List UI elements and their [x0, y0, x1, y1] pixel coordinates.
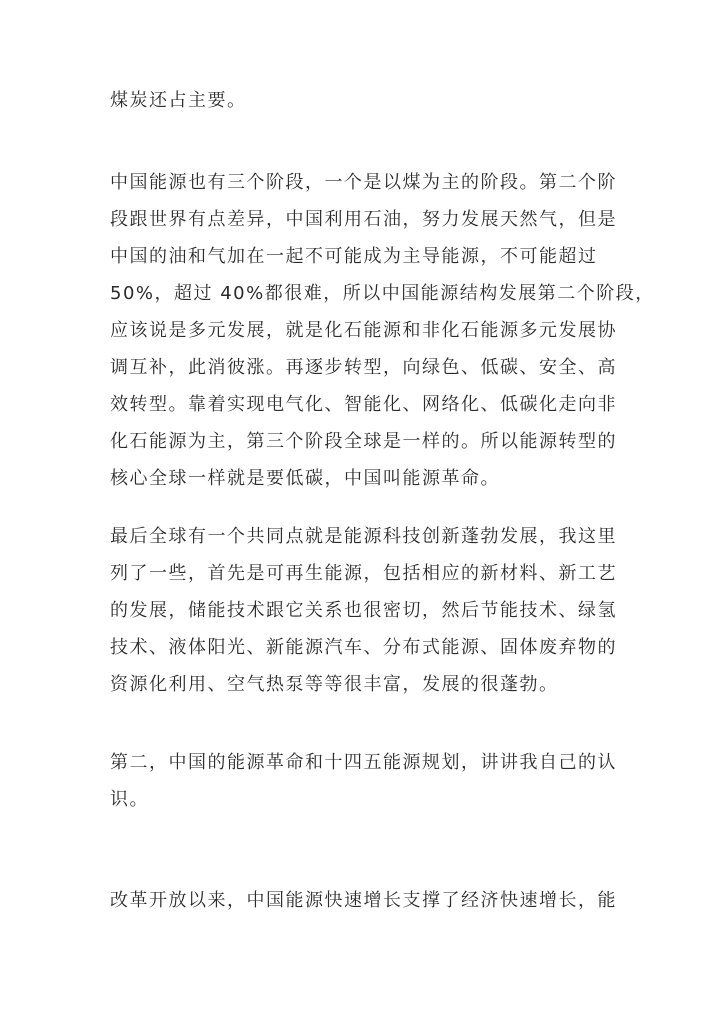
paragraph-2 [110, 164, 655, 497]
paragraph-line: 50%，超过 40%都很难，所以中国能源结构发展第二个阶段， [110, 283, 655, 304]
paragraph-line: 煤炭还占主要。 [110, 90, 247, 111]
paragraph-line: 调互补，此消彼涨。再逐步转型，向绿色、低碳、安全、高 [110, 357, 617, 378]
paragraph-line: 中国能源也有三个阶段，一个是以煤为主的阶段。第二个阶 [110, 172, 617, 193]
paragraph-line: 最后全球有一个共同点就是能源科技创新蓬勃发展，我这里 [110, 526, 617, 547]
paragraph-line: 列了一些，首先是可再生能源，包括相应的新材料、新工艺 [110, 563, 617, 584]
paragraph-3 [110, 518, 620, 703]
paragraph-line: 应该说是多元发展，就是化石能源和非化石能源多元发展协 [110, 320, 617, 341]
paragraph-line: 第二，中国的能源革命和十四五能源规划，讲讲我自己的认 [110, 752, 617, 773]
paragraph-line: 段跟世界有点差异，中国利用石油，努力发展天然气，但是 [110, 209, 617, 230]
paragraph-5 [110, 882, 620, 919]
paragraph-line: 核心全球一样就是要低碳，中国叫能源革命。 [110, 468, 500, 489]
paragraph-line: 效转型。靠着实现电气化、智能化、网络化、低碳化走向非 [110, 394, 617, 415]
paragraph-1 [110, 82, 620, 119]
paragraph-line: 化石能源为主，第三个阶段全球是一样的。所以能源转型的 [110, 431, 617, 452]
paragraph-line: 技术、液体阳光、新能源汽车、分布式能源、固体废弃物的 [110, 637, 617, 658]
paragraph-line: 识。 [110, 789, 149, 810]
paragraph-line: 改革开放以来，中国能源快速增长支撑了经济快速增长，能 [110, 890, 617, 911]
paragraph-line: 的发展，储能技术跟它关系也很密切，然后节能技术、绿氢 [110, 600, 617, 621]
paragraph-4 [110, 744, 620, 818]
paragraph-line: 中国的油和气加在一起不可能成为主导能源，不可能超过 [110, 246, 598, 267]
paragraph-line: 资源化利用、空气热泵等等很丰富，发展的很蓬勃。 [110, 674, 559, 695]
